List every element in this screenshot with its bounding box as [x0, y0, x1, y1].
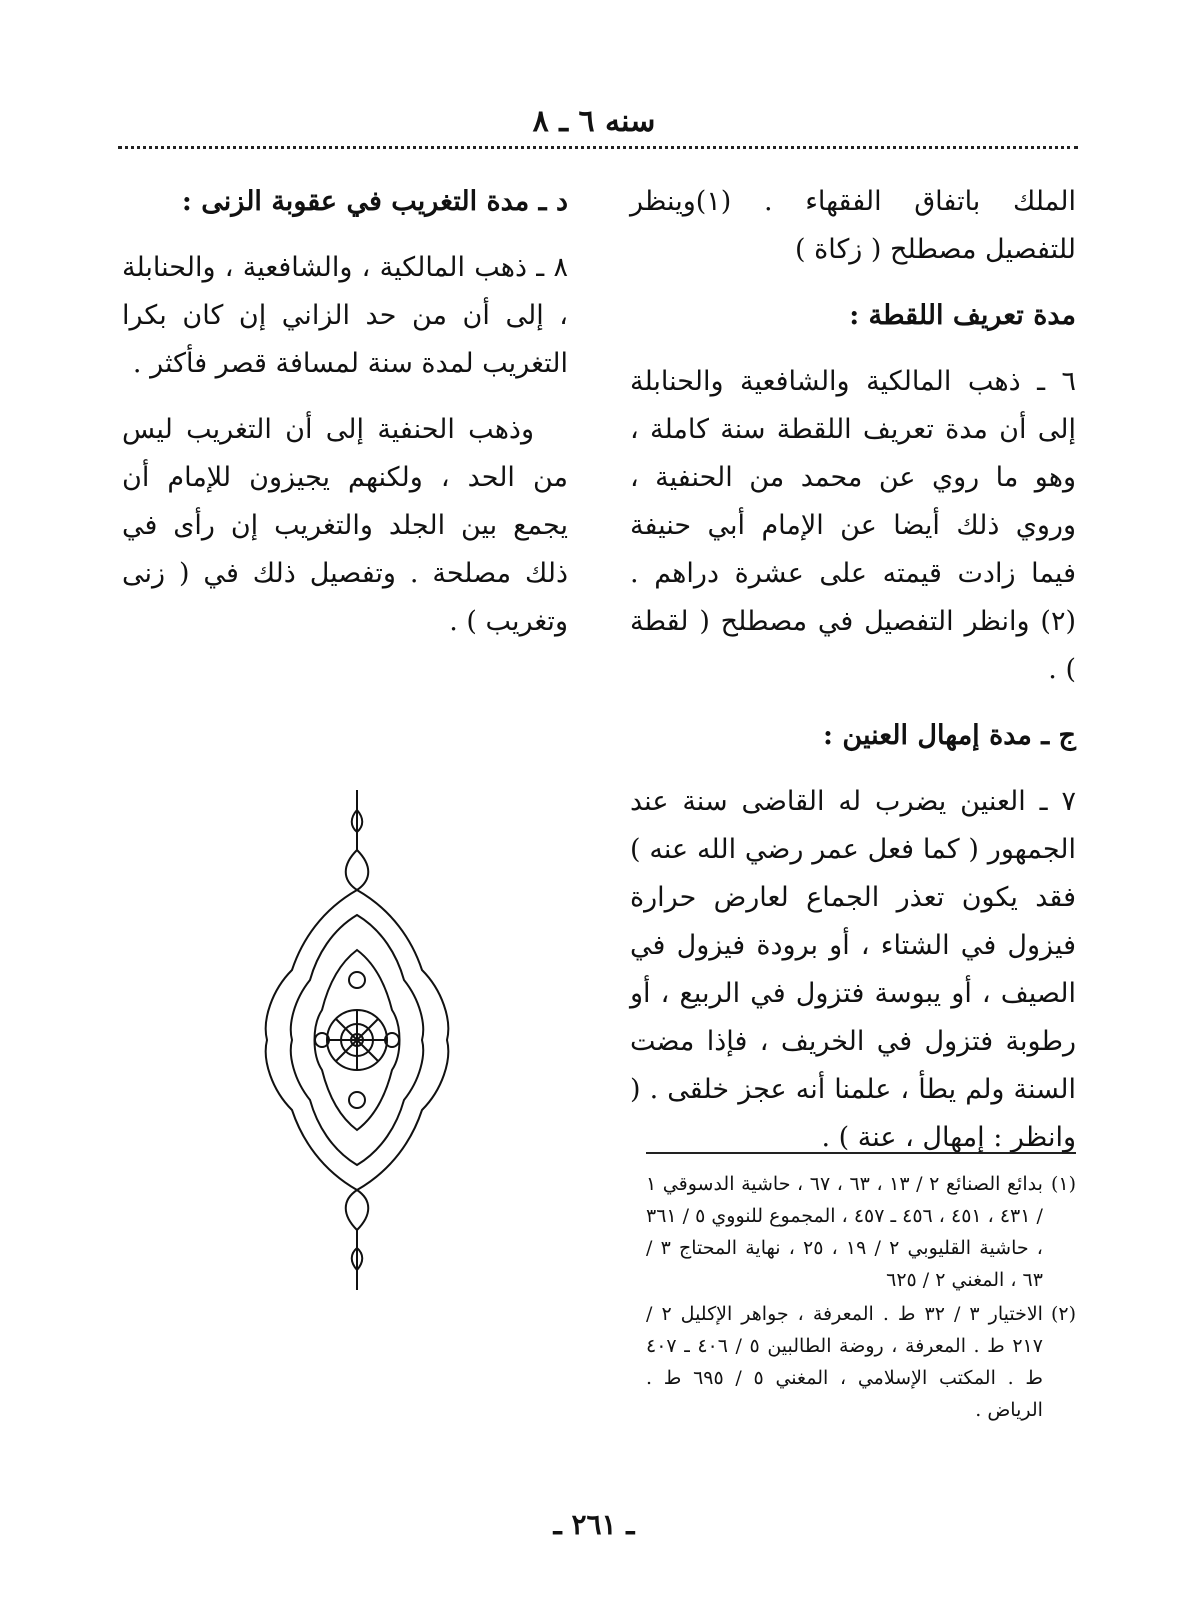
- header-dotted-rule: [118, 146, 1078, 149]
- footnote-1: [646, 1168, 1076, 1296]
- paragraph-7: ٧ ـ العنين يضرب له القاضى سنة عند الجمهور ( كما فعل عمر رضي الله عنه ) فقد يكون تعذر الجماع لعارض حرارة فيزول في الشتاء ، أو برودة فيزول في الصيف ، أو يبوسة فتزول في الربيع ، أو رطوبة فتزول في الخريف ، فإذا مضت السنة ولم يطأ ، علمنا أنه عجز خلقى . ( وانظر : إمهال ، عنة ) .: [630, 786, 1076, 1153]
- footnote-number: (٢): [1050, 1303, 1076, 1325]
- paragraph-6: ٦ ـ ذهب المالكية والشافعية والحنابلة إلى أن مدة تعريف اللقطة سنة كاملة ، وهو ما روي عن محمد من الحنفية ، وروي ذلك أيضا عن الإمام أبي حنيفة فيما زادت قيمته على عشرة دراهم . (٢) وانظر التفصيل في مصطلح ( لقطة ) .: [630, 366, 1076, 685]
- running-header: سنه ٦ ـ ٨: [532, 104, 656, 139]
- footnote-separator: [646, 1152, 1076, 1154]
- left-column: [122, 178, 568, 664]
- heading-exile: د ـ مدة التغريب في عقوبة الزنى :: [181, 186, 568, 217]
- page-number: ـ ٢٦١ ـ: [553, 1508, 635, 1541]
- footnote-number: (١): [1050, 1173, 1076, 1195]
- footnotes: [646, 1168, 1076, 1428]
- paragraph-8: ٨ ـ ذهب المالكية ، والشافعية ، والحنابلة ، إلى أن من حد الزاني إن كان بكرا التغريب لمدة سنة لمسافة قصر فأكثر .: [122, 252, 568, 379]
- footnote-2: [646, 1298, 1076, 1426]
- heading-luqata: مدة تعريف اللقطة :: [849, 300, 1076, 331]
- right-column: [630, 178, 1076, 1180]
- paragraph-zakat-ref: الملك باتفاق الفقهاء . (١)وينظر للتفصيل مصطلح ( زكاة ): [630, 186, 1076, 265]
- heading-impotent: ج ـ مدة إمهال العنين :: [823, 720, 1076, 751]
- footnote-text: بدائع الصنائع ٢ / ١٣ ، ٦٣ ، ٦٧ ، حاشية الدسوقي ١ / ٤٣١ ، ٤٥١ ، ٤٥٦ ـ ٤٥٧ ، المجموع للنووي ٥ / ٣٦١ ، حاشية القليوبي ٢ / ١٩ ، ٢٥ ، نهاية المحتاج ٣ / ٦٣ ، المغني ٢ / ٦٢٥: [646, 1173, 1043, 1291]
- footnote-text: الاختيار ٣ / ٣٢ ط . المعرفة ، جواهر الإكليل ٢ / ٢١٧ ط . المعرفة ، روضة الطالبين ٥ / ٤٠٦ ـ ٤٠٧ ط . المكتب الإسلامي ، المغني ٥ / ٦٩٥ ط . الرياض .: [646, 1303, 1043, 1421]
- paragraph-hanafi: وذهب الحنفية إلى أن التغريب ليس من الحد ، ولكنهم يجيزون للإمام أن يجمع بين الجلد والتغريب إن رأى في ذلك مصلحة . وتفصيل ذلك في ( زنى وتغريب ) .: [122, 414, 568, 637]
- arabesque-medallion-icon: [262, 790, 452, 1290]
